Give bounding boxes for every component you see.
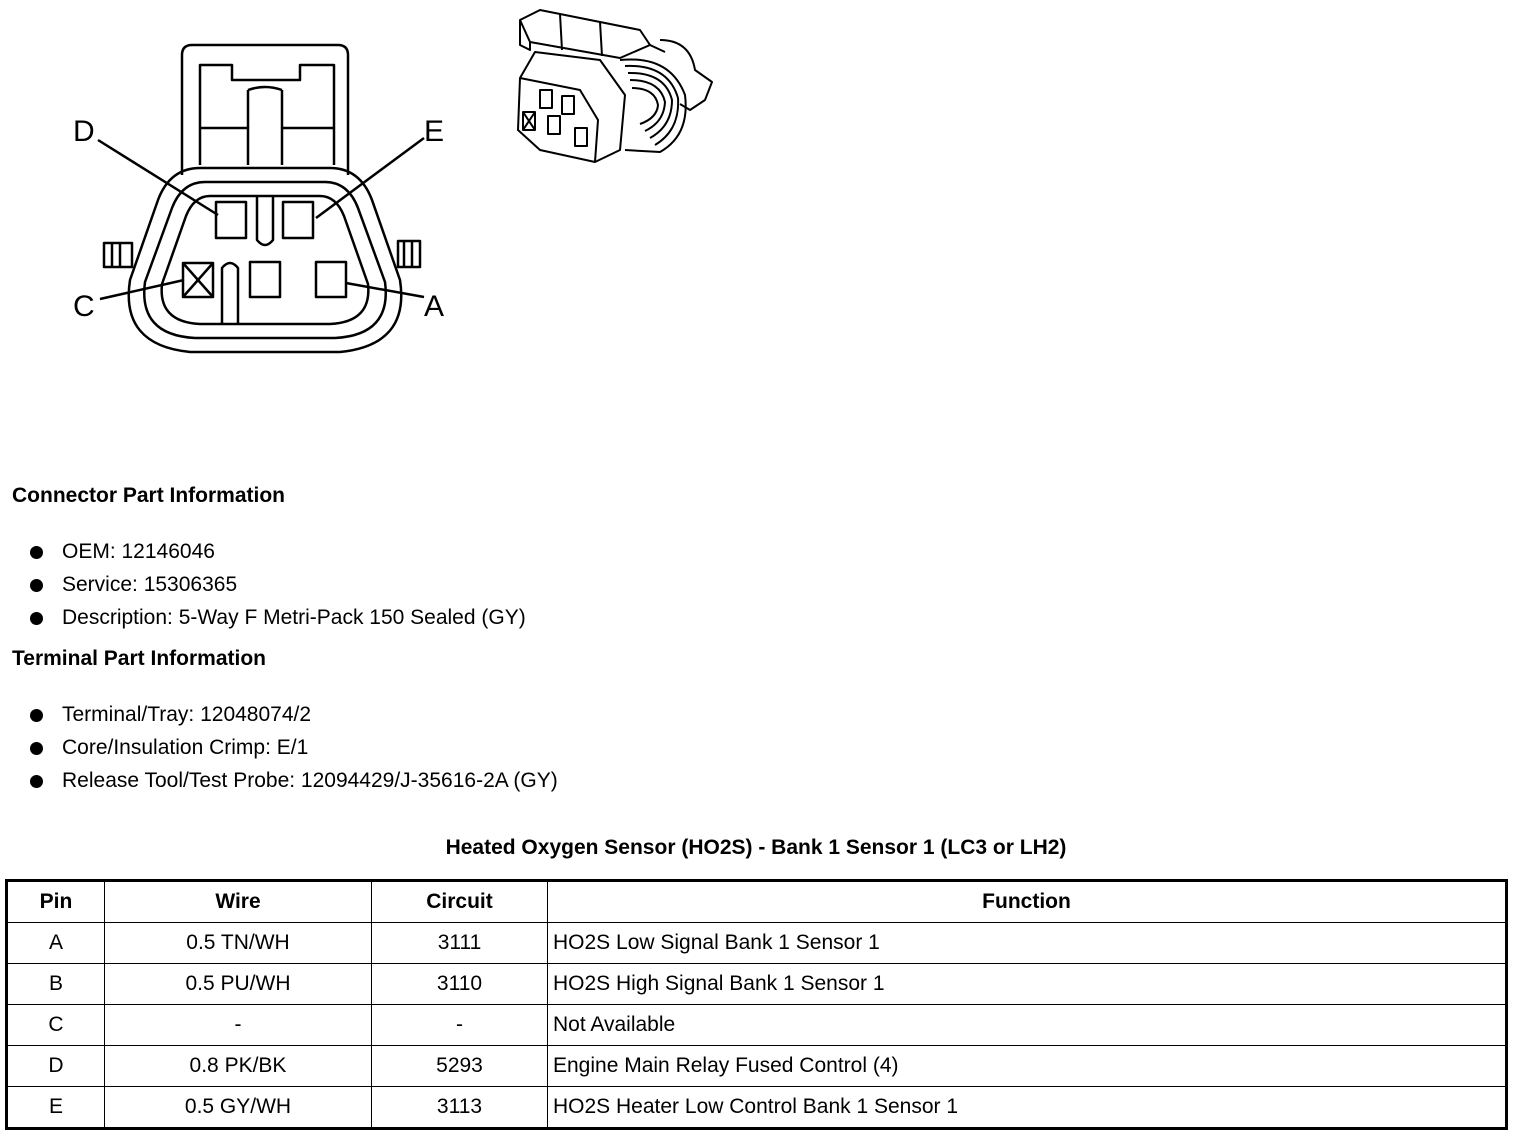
table-row (7, 1087, 1507, 1129)
cell-wire: 0.5 GY/WH (105, 1087, 372, 1129)
cavity-c-blocked (183, 263, 213, 297)
list-item: Terminal/Tray: 12048074/2 (30, 698, 558, 731)
cell-wire: 0.8 PK/BK (105, 1046, 372, 1087)
cavity-b (250, 262, 280, 297)
column-header-wire: Wire (105, 881, 372, 923)
cell-circuit: - (372, 1005, 548, 1046)
cell-pin: C (7, 1005, 105, 1046)
connector-part-info-heading: Connector Part Information (12, 484, 286, 507)
list-item: Description: 5-Way F Metri-Pack 150 Sealed (GY) (30, 601, 526, 634)
cell-circuit: 5293 (372, 1046, 548, 1087)
cell-pin: B (7, 964, 105, 1005)
leader-e (316, 138, 424, 218)
cell-function: Not Available (548, 1005, 1507, 1046)
connector-part-info-list (30, 535, 526, 634)
pin-label-e: E (424, 115, 445, 148)
column-header-circuit: Circuit (372, 881, 548, 923)
cavity-a (316, 262, 346, 297)
table-row (7, 1046, 1507, 1087)
connector-diagram (0, 0, 760, 380)
column-header-function: Function (548, 881, 1507, 923)
cell-wire: - (105, 1005, 372, 1046)
pin-label-d: D (73, 115, 95, 148)
list-item: OEM: 12146046 (30, 535, 526, 568)
pin-label-a: A (424, 290, 445, 323)
cell-wire: 0.5 PU/WH (105, 964, 372, 1005)
cell-circuit: 3111 (372, 923, 548, 964)
cell-function: HO2S Heater Low Control Bank 1 Sensor 1 (548, 1087, 1507, 1129)
cavity-d (216, 202, 246, 238)
cavity-e (283, 202, 313, 238)
cell-function: HO2S Low Signal Bank 1 Sensor 1 (548, 923, 1507, 964)
cell-function: HO2S High Signal Bank 1 Sensor 1 (548, 964, 1507, 1005)
cell-function: Engine Main Relay Fused Control (4) (548, 1046, 1507, 1087)
pinout-table (5, 879, 1508, 1130)
cell-wire: 0.5 TN/WH (105, 923, 372, 964)
leader-c (100, 280, 184, 299)
connector-latch (182, 45, 348, 175)
table-header-row (7, 881, 1507, 923)
connector-key-top (257, 196, 273, 245)
cell-pin: D (7, 1046, 105, 1087)
column-header-pin: Pin (7, 881, 105, 923)
terminal-part-info-heading: Terminal Part Information (12, 647, 266, 670)
connector-isometric-view (518, 10, 712, 162)
terminal-part-info-list (30, 698, 558, 797)
cell-circuit: 3110 (372, 964, 548, 1005)
pin-label-c: C (73, 290, 95, 323)
table-row (7, 964, 1507, 1005)
cell-circuit: 3113 (372, 1087, 548, 1129)
cell-pin: A (7, 923, 105, 964)
table-title: Heated Oxygen Sensor (HO2S) - Bank 1 Sensor 1 (LC3 or LH2) (445, 836, 1067, 859)
connector-key-bottom (222, 263, 238, 324)
table-row (7, 1005, 1507, 1046)
table-row (7, 923, 1507, 964)
cell-pin: E (7, 1087, 105, 1129)
list-item: Release Tool/Test Probe: 12094429/J-35616-2A (GY) (30, 764, 558, 797)
list-item: Core/Insulation Crimp: E/1 (30, 731, 558, 764)
connector-body (129, 168, 402, 352)
list-item: Service: 15306365 (30, 568, 526, 601)
